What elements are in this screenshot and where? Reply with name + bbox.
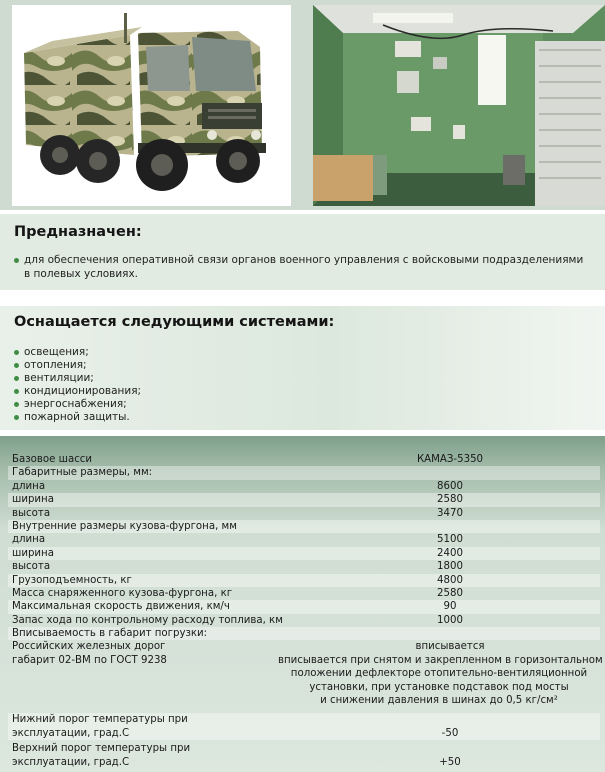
systems-item: кондиционирования; bbox=[14, 385, 141, 397]
truck-illustration bbox=[12, 5, 291, 206]
table-row: Внутренние размеры кузова-фургона, мм bbox=[8, 520, 600, 533]
table-row: ширина 2400 bbox=[8, 547, 600, 560]
purpose-line-1: для обеспечения оперативной связи органов военного управления с войсковыми подразделениями bbox=[24, 254, 584, 266]
table-row: Масса снаряженного кузова-фургона, кг 2580 bbox=[12, 587, 463, 599]
table-row-continued: эксплуатации, град.С +50 bbox=[12, 756, 461, 768]
systems-heading: Оснащается следующими системами: bbox=[14, 314, 335, 330]
systems-section bbox=[0, 306, 605, 430]
table-row: высота 1800 bbox=[12, 561, 463, 573]
table-row: длина 5100 bbox=[12, 534, 463, 546]
table-row: Габаритные размеры, мм: bbox=[8, 466, 600, 479]
purpose-item bbox=[14, 254, 583, 266]
table-row-continued: установки, при установке подставок под мосты bbox=[309, 681, 569, 693]
table-row-continued: положении дефлекторе отопительно-вентиляционной bbox=[290, 668, 588, 680]
table-row-continued: эксплуатации, град.С -50 bbox=[8, 727, 600, 740]
table-row: Грузоподъемность, кг 4800 bbox=[8, 574, 600, 587]
purpose-heading: Предназначен: bbox=[14, 224, 142, 240]
table-row: Нижний порог температуры при bbox=[8, 713, 600, 726]
bullet-icon bbox=[14, 258, 19, 263]
specs-table bbox=[8, 453, 603, 769]
systems-item: пожарной защиты. bbox=[14, 411, 130, 423]
table-row: ширина 2580 bbox=[8, 493, 600, 506]
truck-photo bbox=[12, 5, 291, 206]
table-row: Максимальная скорость движения, км/ч 90 bbox=[8, 600, 600, 613]
interior-illustration bbox=[313, 5, 605, 206]
bullet-icon bbox=[14, 350, 19, 355]
purpose-section bbox=[0, 214, 605, 290]
table-row: длина 8600 bbox=[12, 480, 463, 492]
systems-item: освещения; bbox=[14, 346, 89, 358]
bullet-icon bbox=[14, 402, 19, 407]
systems-item: энергоснабжения; bbox=[14, 398, 127, 410]
table-row-continued: и снижении давления в шинах до 0,5 кг/см² bbox=[320, 695, 558, 707]
table-row: Базовое шасси КАМАЗ-5350 bbox=[12, 454, 484, 465]
bullet-icon bbox=[14, 363, 19, 368]
bullet-icon bbox=[14, 415, 19, 420]
bullet-icon bbox=[14, 376, 19, 381]
table-row: Вписываемость в габарит погрузки: bbox=[8, 627, 600, 640]
systems-item: отопления; bbox=[14, 359, 87, 371]
table-row: Запас хода по контрольному расходу топлива, км 1000 bbox=[12, 614, 463, 626]
purpose-line-2: в полевых условиях. bbox=[24, 268, 139, 280]
table-row: габарит 02-ВМ по ГОСТ 9238 вписывается при снятом и закрепленном в горизонтальном bbox=[12, 654, 603, 666]
bullet-icon bbox=[14, 389, 19, 394]
table-row: Верхний порог температуры при bbox=[12, 743, 191, 755]
table-row: высота 3470 bbox=[12, 507, 463, 519]
interior-photo bbox=[313, 5, 605, 206]
systems-item: вентиляции; bbox=[14, 372, 94, 384]
table-row: Российских железных дорог вписывается bbox=[12, 641, 485, 653]
